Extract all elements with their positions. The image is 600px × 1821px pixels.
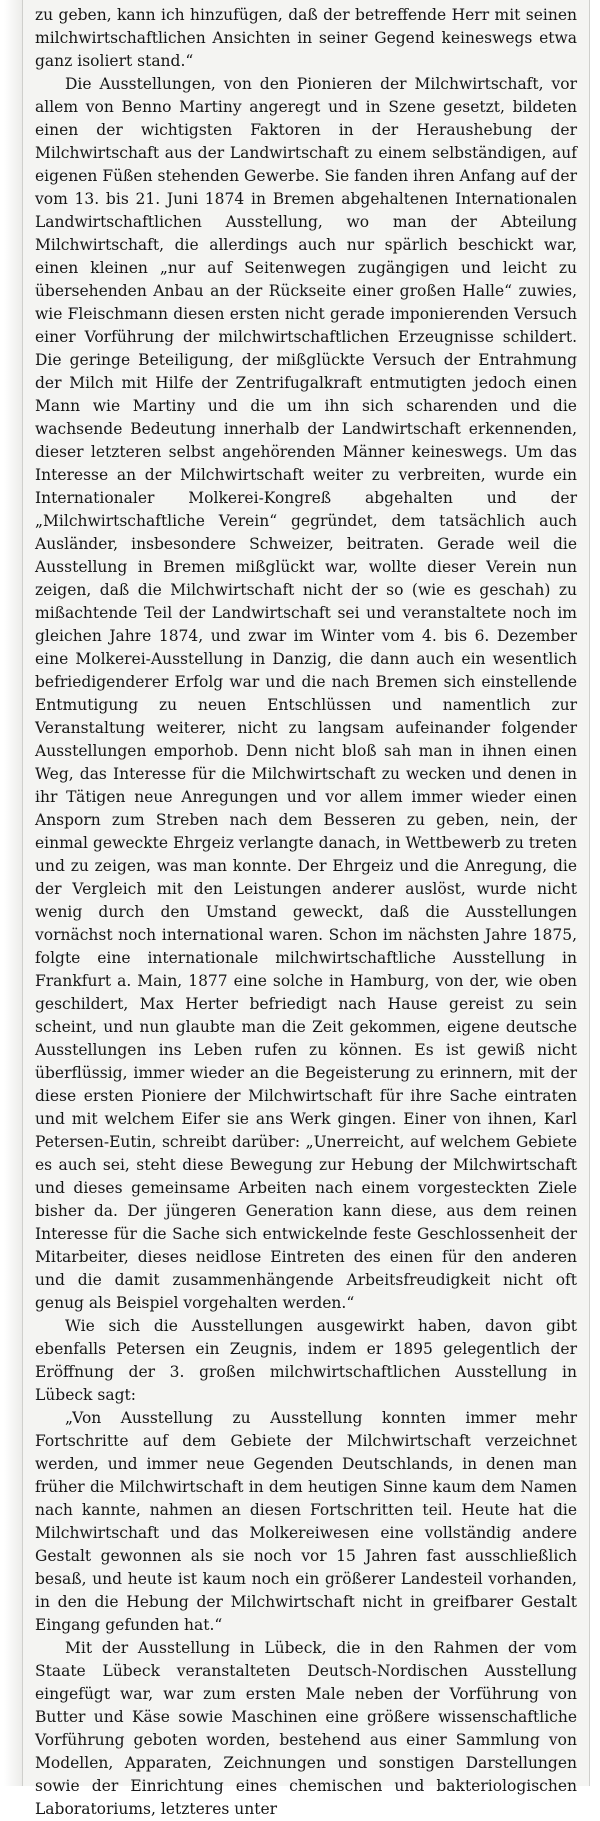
text-column (22, 0, 590, 1818)
paragraph-4-quote: „Von Ausstellung zu Ausstellung konnten immer mehr Fortschritte auf dem Gebiete der Milchwirtschaft verzeichnet werden, und immer neue Gegenden Deutschlands, in denen man früher die Milchwirtschaft in dem heutigen Sinne kaum dem Namen nach kannte, nahmen an diesen Fortschritten teil. Heute hat die Milchwirtschaft und das Molkereiwesen eine vollständig andere Gestalt gewonnen als sie noch vor 15 Jahren fast ausschließlich besaß, und heute ist kaum noch ein größerer Landesteil vorhanden, in den die Hebung der Milchwirtschaft nicht in greifbarer Gestalt Eingang gefunden hat.“ (35, 1409, 577, 1634)
paragraph-3: Wie sich die Ausstellungen ausgewirkt haben, davon gibt ebenfalls Petersen ein Zeugnis, indem er 1895 gelegentlich der Eröffnung der 3. großen milchwirtschaftlichen Ausstellung in Lübeck sagt: (35, 1317, 577, 1404)
paragraph-5: Mit der Ausstellung in Lübeck, die in den Rahmen der vom Staate Lübeck veranstalteten Deutsch-Nordischen Ausstellung eingefügt war, war zum ersten Male neben der Vorführung von Butter und Käse sowie Maschinen eine größere wissenschaftliche Vorführung geboten worden, bestehend aus einer Sammlung von Modellen, Apparaten, Zeichnungen und sonstigen Darstellungen sowie der Einrichtung eines chemischen und bakteriologischen Laboratoriums, letzteres unter (35, 1639, 577, 1818)
paragraph-2: Die Ausstellungen, von den Pionieren der Milchwirtschaft, vor allem von Benno Martiny angeregt und in Szene gesetzt, bildeten einen der wichtigsten Faktoren in der Heraushebung der Milchwirtschaft aus der Landwirtschaft zu einem selbständigen, auf eigenen Füßen stehenden Gewerbe. Sie fanden ihren Anfang auf der vom 13. bis 21. Juni 1874 in Bremen abgehaltenen Internationalen Landwirtschaftlichen Ausstellung, wo man der Abteilung Milchwirtschaft, die allerdings auch nur spärlich beschickt war, einen kleinen „nur auf Seitenwegen zugängigen und leicht zu übersehenden Anbau an der Rückseite einer großen Halle“ zuwies, wie Fleischmann diesen ersten nicht gerade imponierenden Versuch einer Vorführung der milchwirtschaftlichen Erzeugnisse schildert. Die geringe Beteiligung, der mißglückte Versuch der Entrahmung der Milch mit Hilfe der Zentrifugalkraft entmutigten jedoch einen Mann wie Martiny und die um ihn sich scharenden und die wachsende Bedeutung innerhalb der Landwirtschaft erkennenden, dieser letzteren selbst angehörenden Männer keineswegs. Um das Interesse an der Milchwirtschaft weiter zu verbreiten, wurde ein Internationaler Molkerei-Kongreß abgehalten und der „Milchwirtschaftliche Verein“ gegründet, dem tatsächlich auch Ausländer, insbesondere Schweizer, beitraten. Gerade weil die Ausstellung in Bremen mißglückt war, wollte dieser Verein nun zeigen, daß die Milchwirtschaft nicht der so (wie es geschah) zu mißachtende Teil der Landwirtschaft sei und veranstaltete noch im gleichen Jahre 1874, und zwar im Winter vom 4. bis 6. Dezember eine Molkerei-Ausstellung in Danzig, die dann auch ein wesentlich befriedigenderer Erfolg war und die nach Bremen sich einstellende Entmutigung zu neuen Entschlüssen und namentlich zur Veranstaltung weiterer, nicht zu langsam aufeinander folgender Ausstellungen emporhob. Denn nicht bloß sah man in ihnen einen Weg, das Interesse für die Milchwirtschaft zu wecken und denen in ihr Tätigen neue Anregungen und vor allem immer wieder einen Ansporn zum Streben nach dem Besseren zu geben, nein, der einmal geweckte Ehrgeiz verlangte danach, in Wettbewerb zu treten und zu zeigen, was man konnte. Der Ehrgeiz und die Anregung, die der Vergleich mit den Leistungen anderer auslöst, wurde nicht wenig durch den Umstand geweckt, daß die Ausstellungen vornächst noch international waren. Schon im nächsten Jahre 1875, folgte eine internationale milchwirtschaftliche Ausstellung in Frankfurt a. Main, 1877 eine solche in Hamburg, von der, wie oben geschildert, Max Herter befriedigt nach Hause gereist zu sein scheint, und nun glaubte man die Zeit gekommen, eigene deutsche Ausstellungen ins Leben rufen zu können. Es ist gewiß nicht überflüssig, immer wieder an die Begeisterung zu erinnern, mit der diese ersten Pioniere der Milchwirtschaft für ihre Sache eintraten und mit welchem Eifer sie ans Werk gingen. Einer von ihnen, Karl Petersen-Eutin, schreibt darüber: „Unerreicht, auf welchem Gebiete es auch sei, steht diese Bewegung zur Hebung der Milchwirtschaft und dieses gemeinsame Arbeiten nach einem vorgesteckten Ziele bisher da. Der jüngeren Generation kann diese, aus dem reinen Interesse für die Sache sich entwickelnde feste Geschlossenheit der Mitarbeiter, dieses neidlose Eintreten des einen für den anderen und die damit zusammenhängende Arbeitsfreudigkeit nicht oft genug als Beispiel vorgehalten werden.“ (35, 75, 577, 1312)
paragraph-1: zu geben, kann ich hinzufügen, daß der betreffende Herr mit seinen milchwirtschaftlichen Ansichten in seiner Gegend keineswegs etwa ganz isoliert stand.“ (35, 6, 577, 70)
page-edge-shadow (4, 0, 22, 1786)
